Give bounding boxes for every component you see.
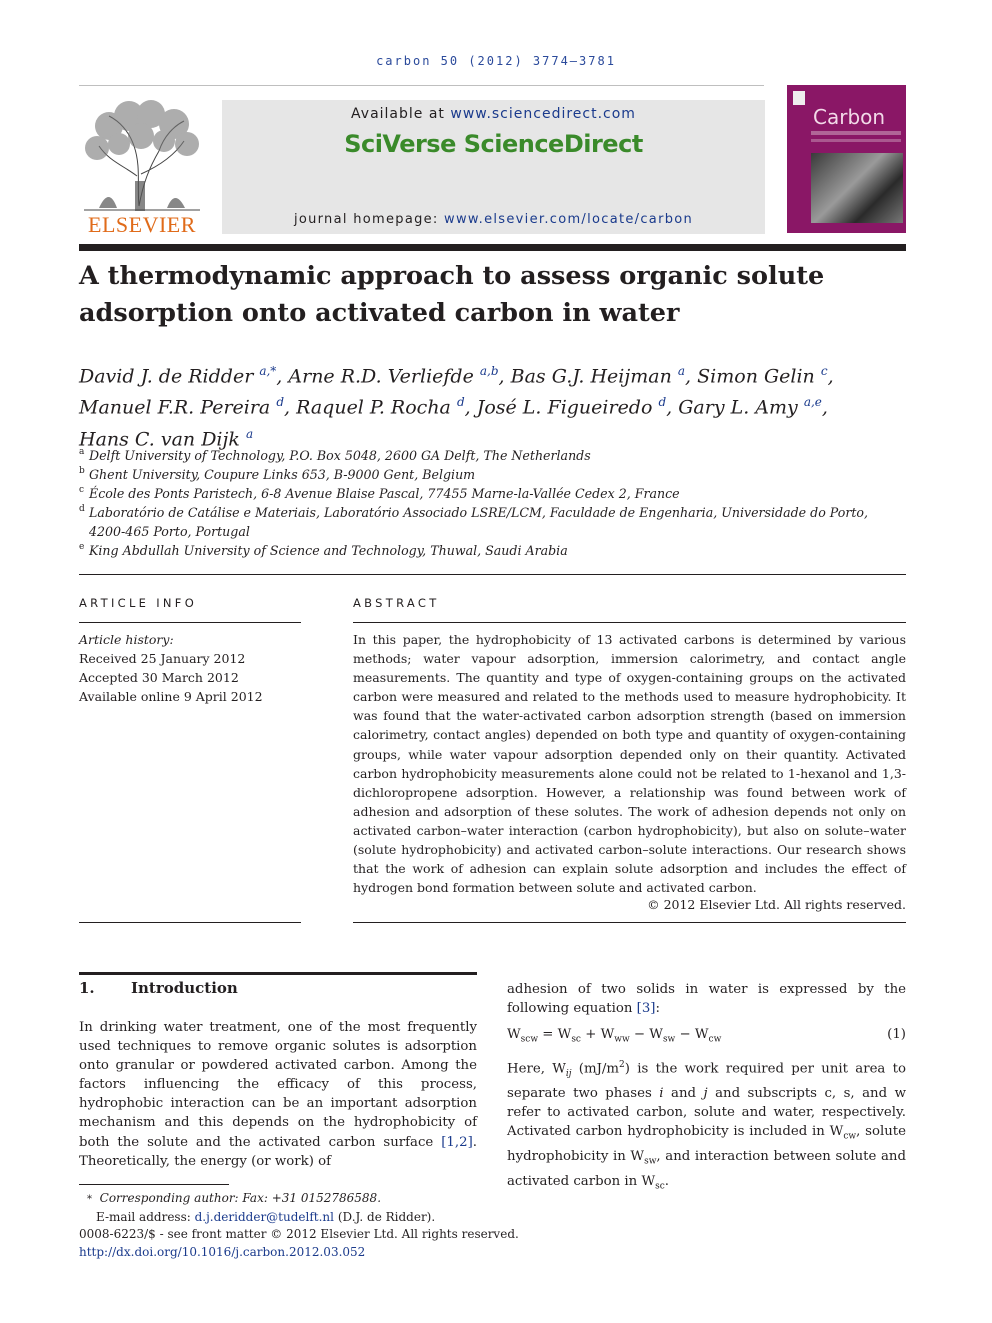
affiliation-text: King Abdullah University of Science and Technology, Thuwal, Saudi Arabia	[89, 543, 568, 558]
author-name: Bas G.J. Heijman	[510, 365, 672, 388]
section-divider	[79, 574, 906, 575]
corresponding-footnote: * Corresponding author: Fax: +31 0152786588.	[87, 1191, 382, 1205]
author-name: David J. de Ridder	[79, 365, 254, 388]
equation-1	[507, 1027, 906, 1045]
intro-rule	[79, 972, 477, 975]
author-name: Gary L. Amy	[678, 396, 798, 419]
cover-image	[811, 153, 903, 223]
sciencedirect-link[interactable]: www.sciencedirect.com	[450, 106, 636, 122]
equation-number: (1)	[887, 1027, 906, 1042]
intro-heading	[79, 979, 477, 997]
journal-homepage-line	[222, 212, 765, 227]
email-footnote: E-mail address: d.j.deridder@tudelft.nl (D.J. de Ridder).	[96, 1209, 436, 1224]
author-name: Raquel P. Rocha	[296, 396, 451, 419]
abstract-rule	[353, 622, 906, 623]
accepted-date: Accepted 30 March 2012	[79, 670, 239, 685]
doi-link[interactable]: http://dx.doi.org/10.1016/j.carbon.2012.03.052	[79, 1244, 366, 1259]
available-prefix: Available at	[351, 106, 451, 122]
abstract-bottom-rule	[353, 922, 906, 923]
received-date: Received 25 January 2012	[79, 651, 246, 666]
sciverse-logo: SciVerse ScienceDirect	[344, 130, 643, 158]
history-label: Article history:	[79, 632, 174, 647]
author-affiliation-mark[interactable]: a	[677, 364, 686, 378]
author-list: David J. de Ridder $^{a,*}$, Arne R.D. Verliefde $^{a,b}$, Bas G.J. Heijman $^a$, Simon Gelin $^c$, Manuel F.R. Pereira $^d$, Raquel P. Rocha $^d$, José L. Figueiredo $^d$, Gary L. Amy $^{a,e}$, Hans C. van Dijk $^a$	[79, 364, 834, 450]
affiliation-text: Laboratório de Catálise e Materiais, Laboratório Associado LSRE/LCM, Faculdade de Engenharia, Universidade do Porto, 4200-465 Porto, Portugal	[89, 505, 868, 539]
journal-homepage-link[interactable]: www.elsevier.com/locate/carbon	[444, 212, 694, 227]
article-info-label: ARTICLE INFO	[79, 596, 198, 610]
author-affiliation-mark[interactable]: a,b	[479, 364, 499, 378]
affiliation-text: École des Ponts Paristech, 6-8 Avenue Blaise Pascal, 77455 Marne-la-Vallée Cedex 2, France	[89, 486, 680, 501]
author-affiliation-mark[interactable]: a	[245, 426, 254, 441]
article-title: A thermodynamic approach to assess organic solute adsorption onto activated carbon in water	[79, 261, 825, 328]
available-at-line	[222, 106, 765, 122]
homepage-prefix: journal homepage:	[293, 212, 445, 227]
affiliation-mark: d	[79, 504, 85, 514]
author-name: José L. Figueiredo	[476, 396, 653, 419]
affiliation	[79, 484, 906, 503]
affiliation	[79, 541, 906, 560]
affiliation-text: Delft University of Technology, P.O. Box 5048, 2600 GA Delft, The Netherlands	[89, 448, 591, 463]
citation-3[interactable]: [3]	[636, 1001, 656, 1017]
affiliation-mark: b	[79, 466, 85, 476]
affiliation-mark: c	[79, 485, 85, 495]
article-info-bottom-rule	[79, 922, 301, 923]
article-history	[79, 630, 301, 706]
issn-line: 0008-6223/$ - see front matter © 2012 Elsevier Ltd. All rights reserved.	[79, 1227, 519, 1241]
affiliation-text: Ghent University, Coupure Links 653, B-9000 Gent, Belgium	[89, 467, 476, 482]
footnotes	[79, 1190, 579, 1261]
intro-paragraph: In drinking water treatment, one of the most frequently used techniques to remove organic solutes is adsorption onto granular or powdered activated carbon. Among the factors influencing the efficacy of this process, hydrophobic interaction can be an important adsorption mechanism and this depends on the hydrophobicity of both the solute and the activated carbon surface [1,2]. Theoretically, the energy (or work) of	[79, 1020, 477, 1169]
author-name: Simon Gelin	[697, 365, 815, 388]
publisher-name: ELSEVIER	[88, 212, 196, 237]
affiliation	[79, 446, 906, 465]
author-affiliation-mark[interactable]: d	[276, 395, 284, 410]
abstract-label: ABSTRACT	[353, 596, 440, 610]
email-link[interactable]: d.j.deridder@tudelft.nl	[194, 1209, 334, 1224]
section-number: 1.	[79, 979, 95, 997]
affiliation-mark: e	[79, 542, 85, 552]
abstract-copyright: © 2012 Elsevier Ltd. All rights reserved.	[647, 897, 906, 912]
author-name: Hans C. van Dijk	[79, 427, 240, 450]
author-name: Arne R.D. Verliefde	[288, 365, 474, 388]
article-info-rule	[79, 622, 301, 623]
running-head: carbon 50 (2012) 3774–3781	[376, 54, 616, 68]
journal-cover	[787, 85, 906, 233]
author-affiliation-mark[interactable]: d	[456, 395, 465, 410]
author-affiliation-mark[interactable]: d	[658, 395, 667, 410]
author-name: Manuel F.R. Pereira	[79, 396, 271, 419]
citation-1-2[interactable]: [1,2]	[441, 1134, 473, 1150]
affiliation-mark: a	[79, 447, 85, 457]
cover-title: Carbon	[813, 105, 886, 129]
header-rule	[79, 244, 906, 251]
affiliation-list	[79, 446, 906, 560]
affiliation	[79, 465, 906, 484]
section-title: Introduction	[131, 979, 238, 997]
footnote-rule	[79, 1184, 229, 1185]
affiliation	[79, 503, 906, 541]
cover-badge-icon	[793, 91, 805, 105]
abstract-text: In this paper, the hydrophobicity of 13 activated carbons is determined by various methods; water vapour adsorption, immersion calorimetry, and contact angle measurements. The quantity and type of oxygen-containing groups on the activated carbon were measured and related to the methods used to measure hydrophobicity. It was found that the water-activated carbon adsorption strength (based on immersion calorimetry, contact angles) depended on both type and quantity of oxygen-containing groups, while water vapour adsorption depended only on their quantity. Activated carbon hydrophobicity measurements alone could not be related to 1-hexanol and 1,3-dichloropropene adsorption. However, a relationship was found between work of adhesion and adsorption of these solutes. The work of adhesion depends not only on activated carbon–water interaction (carbon hydrophobicity), but also on solute–water (solute hydrophobicity) and activated carbon–solute interactions. Our research shows that the work of adhesion can explain solute adsorption and includes the effect of hydrogen bond formation between solute and activated carbon.	[353, 632, 906, 896]
equation-body: $W_{scw} = W_{sc} + W_{ww} - W_{sw} - W_{cw}$	[507, 1027, 722, 1045]
equation-intro-paragraph: adhesion of two solids in water is expressed by the following equation [3]:	[507, 982, 906, 1017]
online-date: Available online 9 April 2012	[79, 689, 263, 704]
top-divider	[79, 85, 764, 86]
author-affiliation-mark[interactable]: c	[820, 364, 828, 378]
author-affiliation-mark[interactable]: a,*	[259, 364, 277, 378]
equation-explanation: Here, $W_{ij}$ $(mJ/m^2)$ is the work required per unit area to separate two phases i and j and subscripts c, s, and w refer to activated carbon, solute and water, respectively. Activated carbon hydrophobicity is included in $W_{cw}$, solute hydrophobicity in $W_{sw}$, and interaction between solute and activated carbon in $W_{sc}$.	[507, 1060, 907, 1192]
author-affiliation-mark[interactable]: a,e	[803, 395, 822, 410]
